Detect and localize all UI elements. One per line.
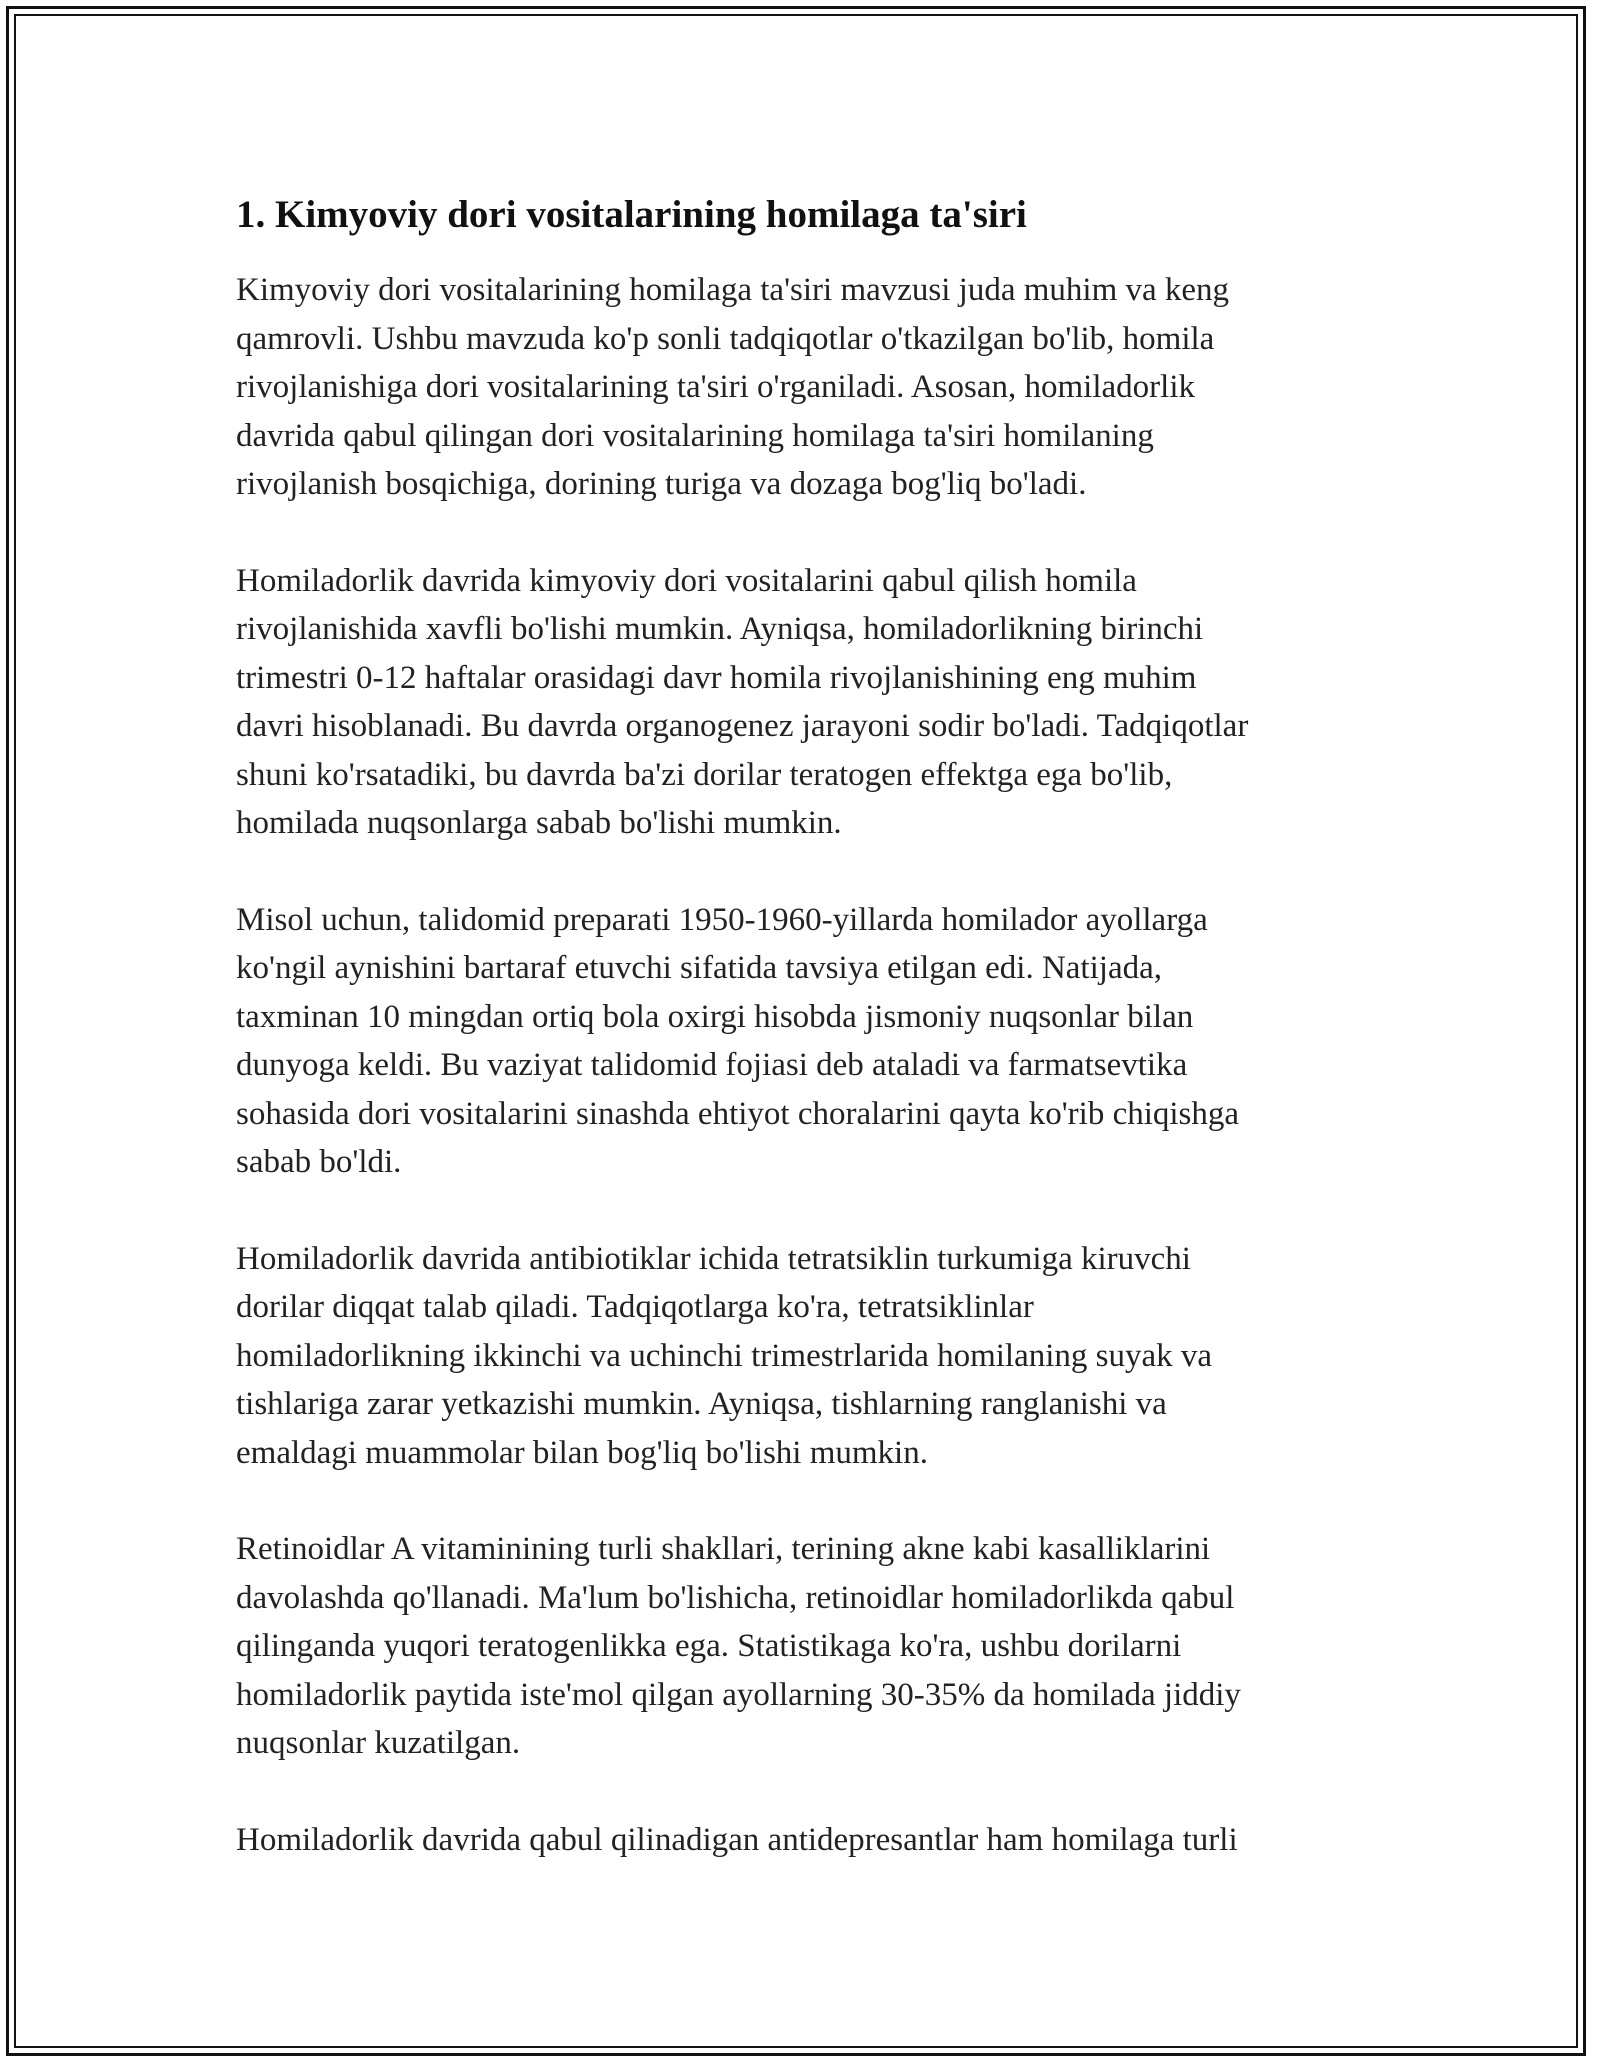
- paragraph-3: Misol uchun, talidomid preparati 1950-1960-yillarda homilador ayollarga ko'ngil aynishini bartaraf etuvchi sifatida tavsiya etilgan edi. Natijada, taxminan 10 mingdan ortiq bola oxirgi hisobda jismoniy nuqsonlar bilan dunyoga keldi. Bu vaziyat talidomid fojiasi deb ataladi va farmatsevtika sohasida dori vositalarini sinashda ehtiyot choralarini qayta ko'rib chiqishga sabab bo'ldi.: [236, 901, 1240, 1180]
- document-body: [236, 182, 1384, 1864]
- paragraph-6: Homiladorlik davrida qabul qilinadigan antidepresantlar ham homilaga turli: [236, 1821, 1238, 1858]
- paragraph-5: Retinoidlar A vitaminining turli shakllari, terining akne kabi kasalliklarini davolashda qo'llanadi. Ma'lum bo'lishicha, retinoidlar homiladorlikda qabul qilinganda yuqori teratogenlikka ega. Statistikaga ko'ra, ushbu dorilarni homiladorlik paytida iste'mol qilgan ayollarning 30-35% da homilada jiddiy nuqsonlar kuzatilgan.: [236, 1531, 1241, 1761]
- paragraph-2: Homiladorlik davrida kimyoviy dori vositalarini qabul qilish homila rivojlanishida xavfli bo'lishi mumkin. Ayniqsa, homiladorlikning birinchi trimestri 0-12 haftalar orasidagi davr homila rivojlanishining eng muhim davri hisoblanadi. Bu davrda organogenez jarayoni sodir bo'ladi. Tadqiqotlar shuni ko'rsatadiki, bu davrda ba'zi dorilar teratogen effektga ega bo'lib, homilada nuqsonlarga sabab bo'lishi mumkin.: [236, 562, 1249, 841]
- paragraph-4: Homiladorlik davrida antibiotiklar ichida tetratsiklin turkumiga kiruvchi dorilar diqqat talab qiladi. Tadqiqotlarga ko'ra, tetratsiklinlar homiladorlikning ikkinchi va uchinchi trimestrlarida homilaning suyak va tishlariga zarar yetkazishi mumkin. Ayniqsa, tishlarning ranglanishi va emaldagi muammolar bilan bog'liq bo'lishi mumkin.: [236, 1240, 1213, 1471]
- paragraph-1: Kimyoviy dori vositalarining homilaga ta'siri mavzusi juda muhim va keng qamrovli. Ushbu mavzuda ko'p sonli tadqiqotlar o'tkazilgan bo'lib, homila rivojlanishiga dori vositalarining ta'siri o'rganiladi. Asosan, homiladorlik davrida qabul qilingan dori vositalarining homilaga ta'siri homilaning rivojlanish bosqichiga, dorining turiga va dozaga bog'liq bo'ladi.: [236, 272, 1230, 502]
- section-heading: 1. Kimyoviy dori vositalarining homilaga ta'siri: [236, 193, 1027, 236]
